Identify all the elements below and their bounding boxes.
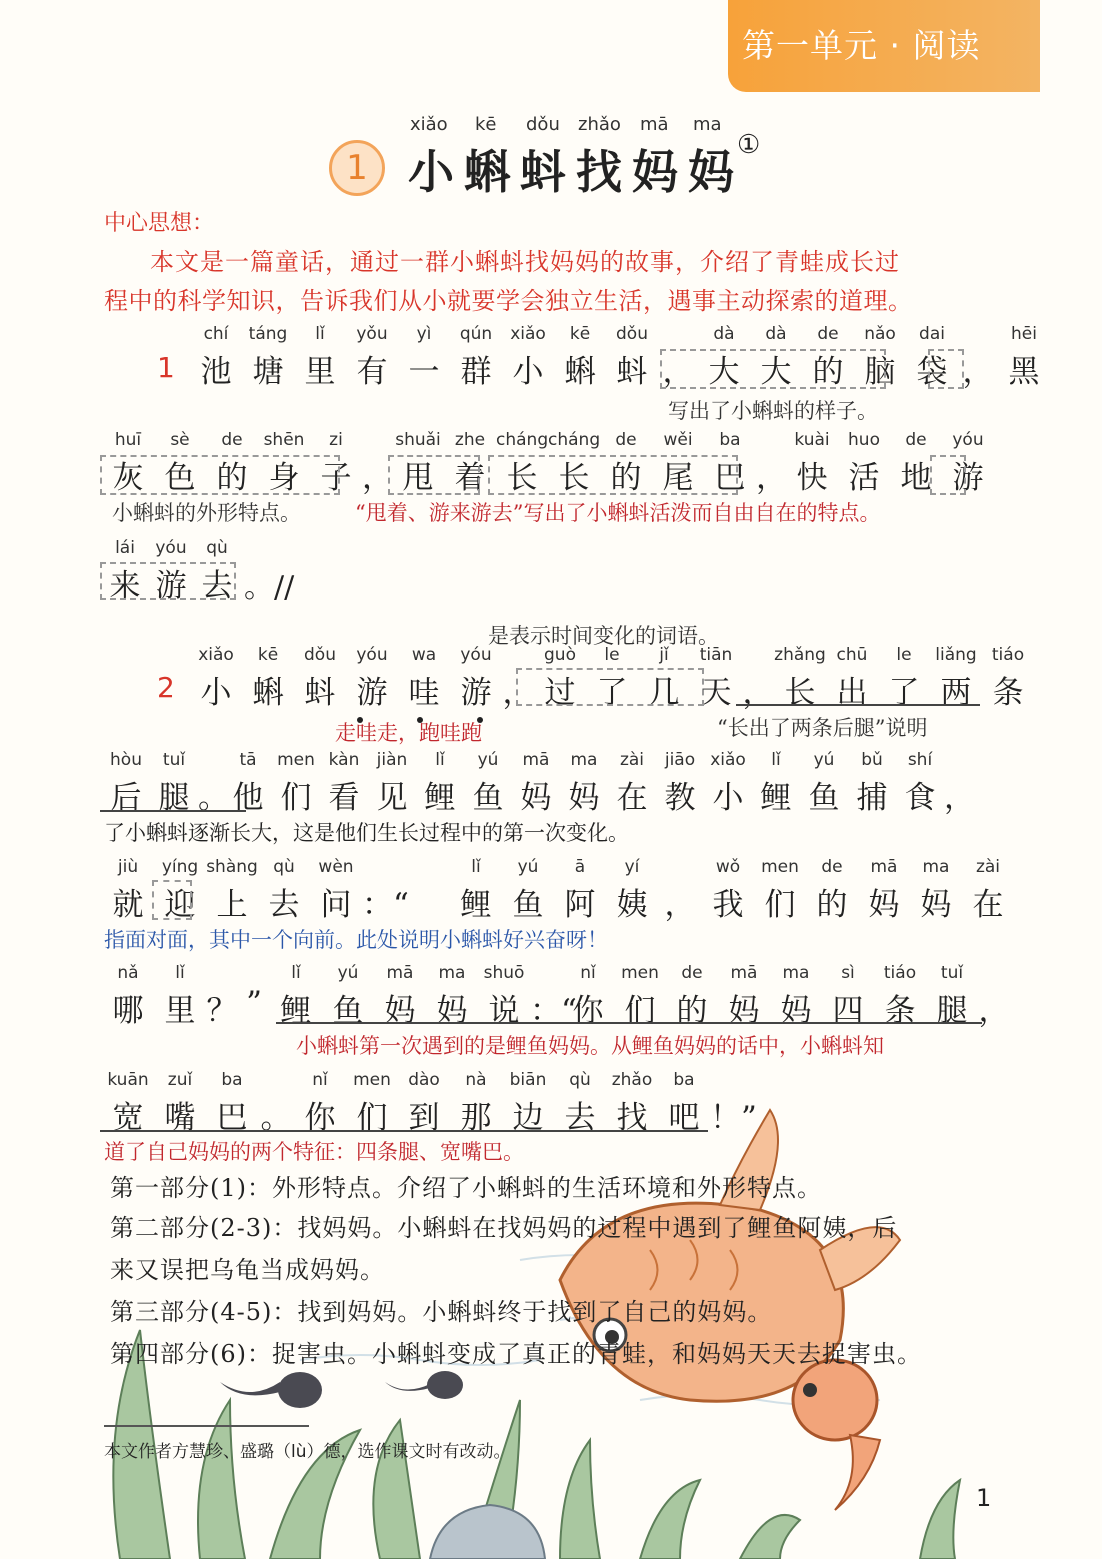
pinyin-syllable: nà	[465, 1070, 487, 1090]
dashed-box-swim	[930, 455, 966, 495]
pinyin-syllable: yú	[517, 857, 539, 877]
pinyin-syllable: nǎ	[117, 963, 139, 983]
pinyin-syllable: de	[817, 324, 839, 344]
text-character: 着	[454, 460, 486, 496]
pinyin-syllable: jǐ	[659, 645, 669, 665]
text-character: 小	[712, 780, 744, 816]
text-character: 在	[972, 887, 1004, 923]
unit-tab: 第一单元 · 阅读	[728, 0, 1040, 92]
text-character: 鱼	[808, 780, 840, 816]
text-character: 教	[664, 780, 696, 816]
punctuation: ，	[962, 354, 994, 390]
pinyin-syllable: qù	[569, 1070, 591, 1090]
punctuation: ！”	[710, 1100, 757, 1136]
punctuation: ，	[664, 887, 696, 923]
text-character: 游	[155, 568, 187, 604]
text-character: 哇	[408, 675, 440, 711]
text-character: 里	[164, 993, 196, 1029]
text-character: 条	[992, 675, 1024, 711]
central-idea-label: 中心思想：	[104, 211, 215, 236]
pinyin-syllable: lǐ	[315, 324, 325, 344]
pinyin-syllable: yóu	[356, 645, 388, 665]
pinyin-syllable: zài	[975, 857, 1001, 877]
pinyin-syllable: zhe	[454, 430, 486, 450]
pinyin-syllable: wěi	[663, 430, 693, 450]
text-character: 的	[610, 460, 642, 496]
pinyin-syllable: sì	[841, 963, 855, 983]
text-character: 鲤	[760, 780, 792, 816]
text-character: 活	[848, 460, 880, 496]
title-pinyin: zhǎo	[578, 114, 621, 135]
text-character: 妈	[568, 780, 600, 816]
pinyin-syllable: le	[604, 645, 620, 665]
lesson-title: 小蝌蚪找妈妈	[408, 145, 744, 199]
pinyin-syllable: sè	[170, 430, 190, 450]
pinyin-syllable: yú	[477, 750, 499, 770]
small-carp-icon	[793, 1360, 880, 1510]
text-character: 一	[408, 354, 440, 390]
pinyin-syllable: mā	[386, 963, 414, 983]
pinyin-syllable: dai	[919, 324, 945, 344]
pinyin-syllable: biān	[509, 1070, 547, 1090]
pinyin-syllable: bǔ	[861, 750, 883, 770]
pinyin-syllable: jiù	[117, 857, 139, 877]
pinyin-syllable: men	[277, 750, 315, 770]
note-first-meet: 小蝌蚪第一次遇到的是鲤鱼妈妈。从鲤鱼妈妈的话中，小蝌蚪知	[296, 1034, 884, 1058]
text-character: 大	[708, 354, 740, 390]
pinyin-syllable: mā	[522, 750, 550, 770]
text-character: 鱼	[512, 887, 544, 923]
punctuation: ，	[502, 675, 534, 711]
pinyin-syllable: ba	[719, 430, 741, 450]
pinyin-syllable: yǒu	[356, 324, 388, 344]
dashed-box-swim-around	[100, 562, 236, 600]
text-character: 鲤	[460, 887, 492, 923]
pinyin-syllable: ma	[922, 857, 950, 877]
pinyin-syllable: xiǎo	[510, 324, 546, 344]
pinyin-syllable: yóu	[952, 430, 984, 450]
text-character: 巴	[216, 1100, 248, 1136]
summary-part1: 第一部分(1)：外形特点。介绍了小蝌蚪的生活环境和外形特点。	[110, 1174, 822, 1202]
pinyin-syllable: jiàn	[376, 750, 408, 770]
text-character: 身	[268, 460, 300, 496]
text-character: 塘	[252, 354, 284, 390]
pinyin-syllable: de	[821, 857, 843, 877]
pinyin-syllable: hòu	[110, 750, 142, 770]
pinyin-syllable: jiāo	[664, 750, 696, 770]
text-character: 妈	[920, 887, 952, 923]
pinyin-syllable: dǒu	[304, 645, 336, 665]
pinyin-syllable: zhǎo	[611, 1070, 653, 1090]
lesson-number-badge: 1	[329, 140, 385, 196]
text-character: 说	[488, 993, 520, 1029]
pinyin-syllable: qù	[273, 857, 295, 877]
note-lively: “甩着、游来游去”写出了小蝌蚪活泼而自由自在的特点。	[355, 501, 881, 525]
punctuation: ，	[662, 354, 694, 390]
punctuation: ，	[742, 675, 774, 711]
text-character: 鲤	[280, 993, 312, 1029]
pinyin-syllable: shí	[907, 750, 933, 770]
pinyin-syllable: chí	[203, 324, 229, 344]
text-character: 问	[320, 887, 352, 923]
text-character: 甩	[402, 460, 434, 496]
text-character: 巴	[714, 460, 746, 496]
pinyin-syllable: zhǎng	[774, 645, 826, 665]
pinyin-syllable: shēn	[263, 430, 305, 450]
pinyin-syllable: wa	[411, 645, 437, 665]
pinyin-syllable: chū	[836, 645, 868, 665]
pinyin-syllable: guò	[544, 645, 576, 665]
text-character: 妈	[436, 993, 468, 1029]
summary-part2-line1: 第二部分(2-3)：找妈妈。小蝌蚪在找妈妈的过程中遇到了鲤鱼阿姨，后	[110, 1214, 898, 1242]
text-character: 两	[940, 675, 972, 711]
text-character: 灰	[112, 460, 144, 496]
pinyin-syllable: xiǎo	[710, 750, 746, 770]
text-character: 那	[460, 1100, 492, 1136]
pinyin-syllable: cháng	[548, 430, 601, 450]
text-character: 妈	[868, 887, 900, 923]
text-character: 你	[304, 1100, 336, 1136]
text-character: 长	[558, 460, 590, 496]
punctuation: ？	[206, 993, 238, 1029]
pinyin-syllable: nǐ	[580, 963, 596, 983]
pinyin-syllable: tuǐ	[940, 963, 964, 983]
pinyin-syllable: kē	[569, 324, 591, 344]
text-character: 大	[760, 354, 792, 390]
pinyin-syllable: tiáo	[991, 645, 1025, 665]
footnote-mark: ①	[737, 130, 761, 160]
pinyin-syllable: dǒu	[616, 324, 648, 344]
punctuation: ：“	[362, 887, 409, 923]
title-pinyin: xiǎo	[410, 114, 448, 135]
text-character: 鱼	[332, 993, 364, 1029]
text-character: 见	[376, 780, 408, 816]
text-character: 到	[408, 1100, 440, 1136]
text-character: 池	[200, 354, 232, 390]
title-pinyin: ma	[693, 114, 722, 135]
pinyin-syllable: kuān	[107, 1070, 149, 1090]
pinyin-syllable: ba	[221, 1070, 243, 1090]
text-character: 了	[596, 675, 628, 711]
pinyin-syllable: yì	[416, 324, 432, 344]
text-character: 们	[356, 1100, 388, 1136]
pinyin-syllable: shàng	[206, 857, 258, 877]
pinyin-syllable: hēi	[1011, 324, 1037, 344]
pinyin-syllable: kàn	[328, 750, 360, 770]
text-character: 游	[952, 460, 984, 496]
pinyin-syllable: nǎo	[864, 324, 896, 344]
punctuation: ，	[944, 780, 975, 816]
text-character: 去	[201, 568, 233, 604]
pinyin-syllable: tiān	[699, 645, 733, 665]
note-shape: 小蝌蚪的外形特点。	[112, 501, 301, 525]
text-character: 出	[836, 675, 868, 711]
text-character: 蚪	[304, 675, 336, 711]
text-character: 的	[216, 460, 248, 496]
text-character: 后	[110, 780, 142, 816]
text-character: 小	[200, 675, 232, 711]
author-note: 本文作者方慧珍、盛璐（lù）德，选作课文时有改动。	[104, 1442, 511, 1462]
pinyin-syllable: lǐ	[771, 750, 781, 770]
text-character: 尾	[662, 460, 694, 496]
text-character: 长	[784, 675, 816, 711]
pinyin-syllable: yí	[624, 857, 640, 877]
pinyin-syllable: le	[896, 645, 912, 665]
underline-legs	[736, 704, 980, 706]
note-traits: 道了自己妈妈的两个特征：四条腿、宽嘴巴。	[104, 1140, 524, 1164]
pinyin-syllable: mā	[870, 857, 898, 877]
text-character: 天	[700, 675, 732, 711]
pinyin-syllable: tiáo	[883, 963, 917, 983]
dashed-box-days	[516, 668, 704, 706]
dashed-box-black	[928, 349, 964, 389]
text-character: 吧	[668, 1100, 700, 1136]
pinyin-syllable: de	[681, 963, 703, 983]
central-idea-line1: 本文是一篇童话，通过一群小蝌蚪找妈妈的故事，介绍了青蛙成长过	[150, 248, 900, 276]
text-character: 蝌	[252, 675, 284, 711]
text-character: 食	[904, 780, 936, 816]
pinyin-syllable: cháng	[496, 430, 549, 450]
text-character: 长	[506, 460, 538, 496]
paragraph-number: 1	[157, 351, 175, 384]
text-character: 条	[884, 993, 916, 1029]
underline-hind-legs	[100, 810, 246, 812]
title-pinyin: dǒu	[526, 114, 560, 135]
pinyin-syllable: de	[615, 430, 637, 450]
pinyin-syllable: dà	[765, 324, 787, 344]
pinyin-syllable: men	[353, 1070, 391, 1090]
pinyin-syllable: ba	[673, 1070, 695, 1090]
pinyin-syllable: ma	[782, 963, 810, 983]
dashed-box-body	[100, 455, 340, 495]
text-character: 妈	[384, 993, 416, 1029]
text-character: 袋	[916, 354, 948, 390]
pinyin-syllable: zi	[329, 430, 343, 450]
note-change: 了小蝌蚪逐渐长大，这是他们生长过程中的第一次变化。	[104, 821, 629, 845]
pinyin-syllable: men	[761, 857, 799, 877]
text-character: 嘴	[164, 1100, 196, 1136]
pinyin-syllable: shuǎi	[395, 430, 441, 450]
note-appearance: 写出了小蝌蚪的样子。	[668, 399, 878, 423]
rock-icon	[430, 1505, 545, 1559]
punctuation: ，	[756, 460, 787, 496]
text-character: 来	[109, 568, 141, 604]
page-number: 1	[976, 1484, 992, 1512]
note-legs: “长出了两条后腿”说明	[717, 716, 928, 740]
dashed-box-greet	[152, 880, 192, 920]
text-character: 找	[616, 1100, 648, 1136]
punctuation: 。	[260, 1100, 292, 1136]
pinyin-syllable: lǐ	[175, 963, 185, 983]
text-character: 就	[112, 887, 144, 923]
text-character: 去	[268, 887, 300, 923]
pinyin-syllable: dà	[713, 324, 735, 344]
pinyin-syllable: xiǎo	[198, 645, 234, 665]
text-character: 妈	[780, 993, 812, 1029]
pinyin-syllable: zài	[619, 750, 645, 770]
pinyin-syllable: wǒ	[715, 857, 741, 877]
dashed-box-swing	[388, 455, 480, 495]
text-character: 去	[564, 1100, 596, 1136]
note-time: 是表示时间变化的词语。	[488, 624, 719, 648]
summary-part2-line2: 来又误把乌龟当成妈妈。	[110, 1256, 385, 1284]
pinyin-syllable: de	[221, 430, 243, 450]
text-character: 群	[460, 354, 492, 390]
pinyin-syllable: men	[621, 963, 659, 983]
text-character: 边	[512, 1100, 544, 1136]
text-character: 快	[796, 460, 828, 496]
pinyin-syllable: nǐ	[312, 1070, 328, 1090]
text-character: 们	[280, 780, 312, 816]
pinyin-syllable: táng	[248, 324, 288, 344]
pinyin-syllable: yú	[813, 750, 835, 770]
pinyin-syllable: dào	[408, 1070, 440, 1090]
text-character: 游	[460, 675, 492, 711]
text-character: 里	[304, 354, 336, 390]
footnote-divider	[104, 1425, 309, 1427]
text-character: 小	[512, 354, 544, 390]
text-character: 上	[216, 887, 248, 923]
text-character: 脑	[864, 354, 896, 390]
text-character: 在	[616, 780, 648, 816]
pinyin-syllable: yóu	[460, 645, 492, 665]
pinyin-syllable: huī	[114, 430, 142, 450]
text-character: 们	[764, 887, 796, 923]
note-face: 指面对面，其中一个向前。此处说明小蝌蚪好兴奋呀！	[104, 928, 608, 952]
punctuation: ，	[362, 460, 393, 496]
tadpole-icon	[220, 1371, 463, 1408]
text-character: 你	[572, 993, 604, 1029]
dashed-box-head	[660, 349, 886, 389]
pinyin-syllable: qún	[459, 324, 493, 344]
summary-part4: 第四部分(6)：捉害虫。小蝌蚪变成了真正的青蛙，和妈妈天天去捉害虫。	[110, 1340, 922, 1368]
pinyin-syllable: yú	[337, 963, 359, 983]
text-character: 哪	[112, 993, 144, 1029]
punctuation: ：“	[530, 993, 577, 1029]
text-character: 色	[164, 460, 196, 496]
central-idea-line2: 程中的科学知识，告诉我们从小就要学会独立生活，遇事主动探索的道理。	[104, 287, 913, 315]
text-character: 几	[648, 675, 680, 711]
title-pinyin: mā	[640, 114, 669, 135]
pinyin-syllable: lái	[115, 538, 135, 558]
pinyin-syllable: lǐ	[471, 857, 481, 877]
text-character: 四	[832, 993, 864, 1029]
text-character: 有	[356, 354, 388, 390]
text-character: 黑	[1008, 354, 1040, 390]
pinyin-syllable: tuǐ	[162, 750, 186, 770]
text-character: 游	[356, 675, 388, 711]
text-character: 迎	[164, 887, 196, 923]
text-character: 姨	[616, 887, 648, 923]
note-walk: 走哇走，跑哇跑	[335, 721, 482, 745]
text-character: 子	[320, 460, 352, 496]
pinyin-syllable: tā	[239, 750, 257, 770]
text-character: 看	[328, 780, 360, 816]
text-character: 蝌	[564, 354, 596, 390]
pinyin-syllable: ma	[438, 963, 466, 983]
punctuation: 。	[198, 780, 229, 816]
text-character: 鱼	[472, 780, 504, 816]
text-character: 腿	[158, 780, 190, 816]
text-character: 妈	[728, 993, 760, 1029]
text-character: 蚪	[616, 354, 648, 390]
text-character: 妈	[520, 780, 552, 816]
text-character: 的	[816, 887, 848, 923]
text-character: 捕	[856, 780, 888, 816]
paragraph-number: 2	[157, 671, 175, 704]
pinyin-syllable: liǎng	[935, 645, 977, 665]
text-character: 们	[624, 993, 656, 1029]
pinyin-syllable: huo	[848, 430, 880, 450]
text-character: 鲤	[424, 780, 456, 816]
pinyin-syllable: ma	[570, 750, 598, 770]
pinyin-syllable: shuō	[483, 963, 525, 983]
title-pinyin: kē	[475, 114, 497, 135]
pinyin-syllable: mā	[730, 963, 758, 983]
dashed-box-tail	[488, 455, 738, 495]
para1-end: 。//	[244, 570, 295, 605]
pinyin-syllable: lǐ	[435, 750, 445, 770]
pinyin-syllable: yíng	[161, 857, 199, 877]
pinyin-syllable: zuǐ	[167, 1070, 193, 1090]
text-character: 阿	[564, 887, 596, 923]
text-character: 的	[812, 354, 844, 390]
pinyin-syllable: yóu	[155, 538, 187, 558]
pinyin-syllable: wèn	[318, 857, 354, 877]
punctuation: ，	[978, 993, 1010, 1029]
text-character: 宽	[112, 1100, 144, 1136]
text-character: 腿	[936, 993, 968, 1029]
underline-carp-says	[276, 1022, 982, 1024]
punctuation: ”	[246, 985, 262, 1021]
text-character: 地	[900, 460, 932, 496]
text-character: 他	[232, 780, 264, 816]
pinyin-syllable: ā	[574, 857, 586, 877]
text-character: 过	[544, 675, 576, 711]
text-character: 我	[712, 887, 744, 923]
pinyin-syllable: lǐ	[291, 963, 301, 983]
summary-part3: 第三部分(4-5)：找到妈妈。小蝌蚪终于找到了自己的妈妈。	[110, 1298, 773, 1326]
text-character: 的	[676, 993, 708, 1029]
pinyin-syllable: de	[905, 430, 927, 450]
text-character: 了	[888, 675, 920, 711]
pinyin-syllable: qù	[206, 538, 228, 558]
pinyin-syllable: kuài	[794, 430, 830, 450]
pinyin-syllable: kē	[257, 645, 279, 665]
